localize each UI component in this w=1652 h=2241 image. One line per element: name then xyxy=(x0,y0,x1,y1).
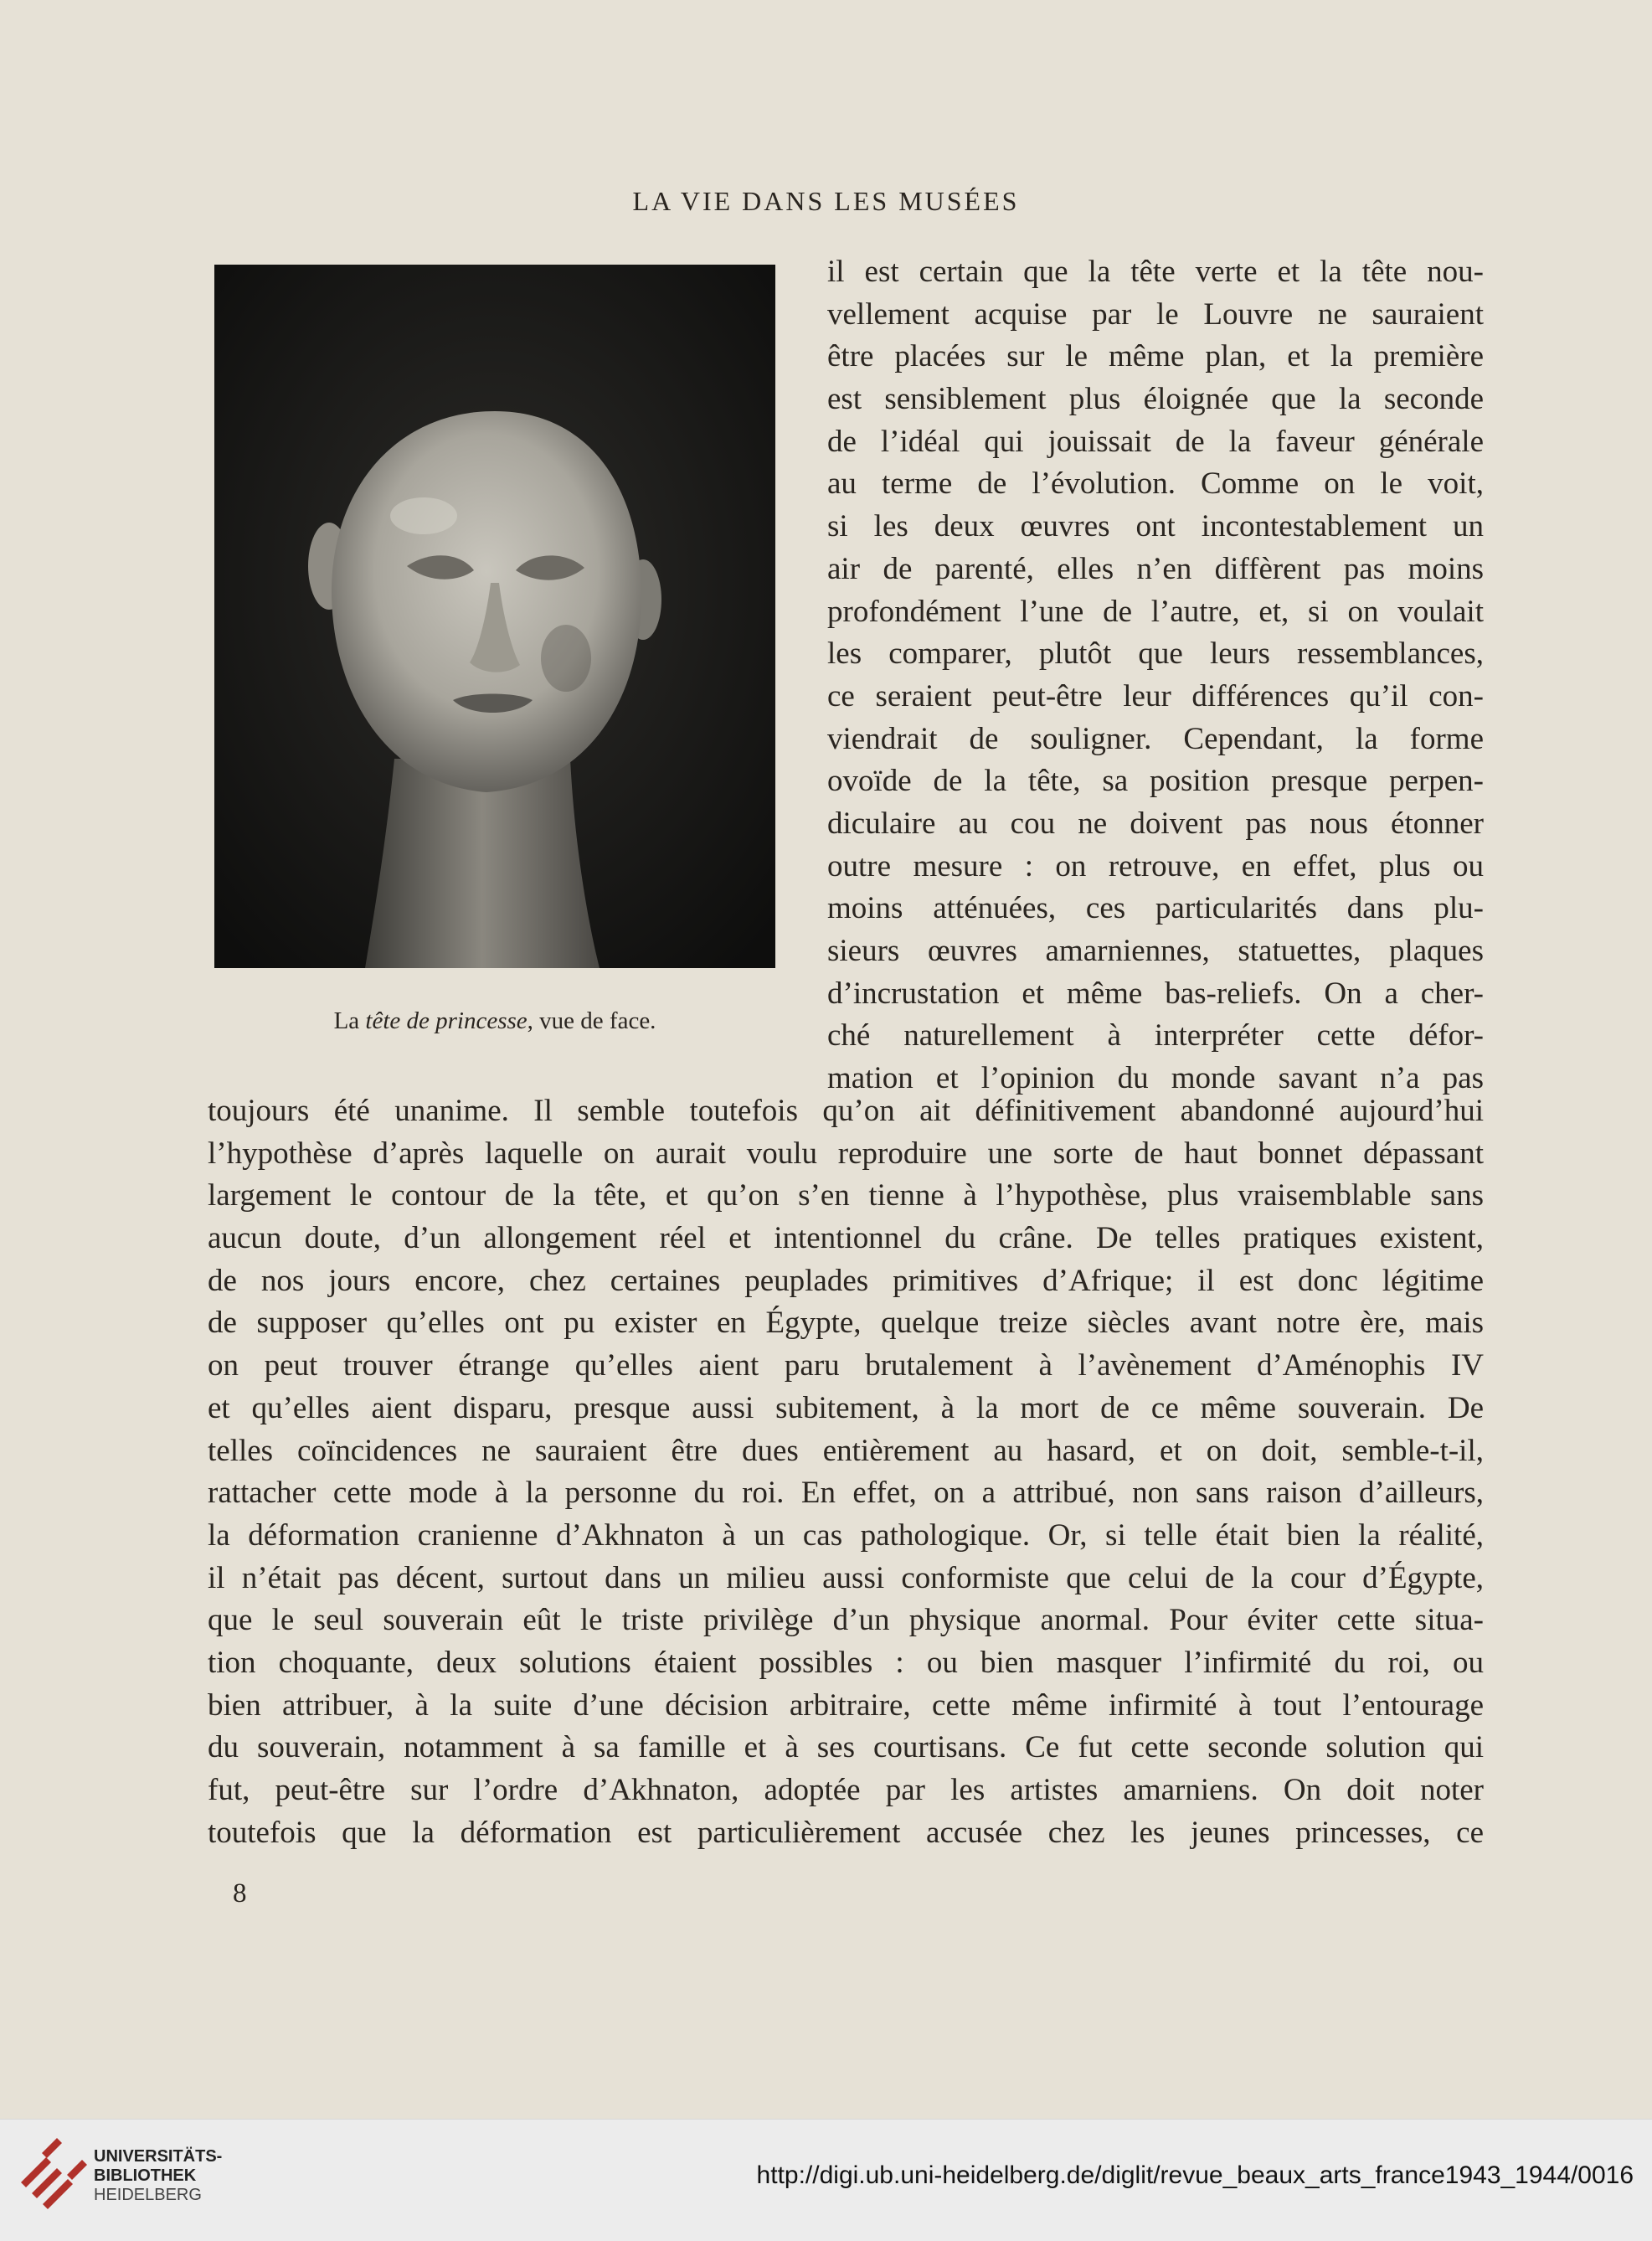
text-line: bien attribuer, à la suite d’une décision arbitraire, cette même infirmité à tout l’entourage xyxy=(208,1687,1484,1723)
text-line: on peut trouver étrange qu’elles aient paru brutalement à l’avènement d’Aménophis IV xyxy=(208,1348,1484,1383)
text-line: aucun doute, d’un allongement réel et intentionnel du crâne. De telles pratiques existent, xyxy=(208,1221,1484,1256)
text-line: de supposer qu’elles ont pu exister en Égypte, quelque treize siècles avant notre ère, mais xyxy=(208,1306,1484,1341)
text-line: de l’idéal qui jouissait de la faveur générale xyxy=(827,424,1484,459)
text-line: que le seul souverain eût le triste privilège d’un physique anormal. Pour éviter cette situa- xyxy=(208,1603,1484,1638)
library-name-line: UNIVERSITÄTS- xyxy=(94,2147,223,2166)
text-line: largement le contour de la tête, et qu’on s’en tienne à l’hypothèse, plus vraisemblable sans xyxy=(208,1178,1484,1213)
text-line: outre mesure : on retrouve, en effet, plus ou xyxy=(827,848,1484,884)
text-line: d’incrustation et même bas-reliefs. On a cher- xyxy=(827,976,1484,1011)
library-logo-icon xyxy=(17,2136,89,2212)
figure-caption xyxy=(214,1007,775,1035)
sculpture-photo-illustration xyxy=(214,265,775,968)
text-line: sieurs œuvres amarniennes, statuettes, plaques xyxy=(827,934,1484,968)
caption-prefix: La xyxy=(333,1007,366,1034)
text-line: il n’était pas décent, surtout dans un milieu aussi conformiste que celui de la cour d’Égypte, xyxy=(208,1560,1484,1595)
source-url-link[interactable]: http://digi.ub.uni-heidelberg.de/diglit/revue_beaux_arts_france1943_1944/0016 xyxy=(756,2161,1634,2189)
text-line: rattacher cette mode à la personne du roi. En effet, on a attribué, non sans raison d’ailleurs, xyxy=(208,1476,1484,1511)
text-line: mation et l’opinion du monde savant n’a pas xyxy=(827,1061,1484,1096)
text-line: est sensiblement plus éloignée que la seconde xyxy=(827,382,1484,417)
text-line: il est certain que la tête verte et la tête nou- xyxy=(827,255,1484,289)
text-line: moins atténuées, ces particularités dans plu- xyxy=(827,891,1484,926)
text-line: tion choquante, deux solutions étaient possibles : ou bien masquer l’infirmité du roi, ou xyxy=(208,1645,1484,1680)
caption-suffix: , vue de face. xyxy=(527,1007,656,1034)
running-head: LA VIE DANS LES MUSÉES xyxy=(632,186,1020,216)
text-line: la déformation cranienne d’Akhnaton à un cas pathologique. Or, si telle était bien la réalité, xyxy=(208,1517,1484,1553)
text-line: au terme de l’évolution. Comme on le voit, xyxy=(827,466,1484,502)
text-line: l’hypothèse d’après laquelle on aurait voulu reproduire une sorte de haut bonnet dépassant xyxy=(208,1136,1484,1171)
text-line: fut, peut-être sur l’ordre d’Akhnaton, adoptée par les artistes amarniens. On doit noter xyxy=(208,1773,1484,1807)
text-line: air de parenté, elles n’en diffèrent pas moins xyxy=(827,551,1484,586)
text-body-full-width xyxy=(208,1090,1484,1854)
page-number: 8 xyxy=(233,1878,247,1909)
text-line: de nos jours encore, chez certaines peuplades primitives d’Afrique; il est donc légitime xyxy=(208,1263,1484,1298)
library-name xyxy=(94,2147,222,2205)
text-line: diculaire au cou ne doivent pas nous étonner xyxy=(827,806,1484,841)
footer-bar xyxy=(0,2119,1652,2241)
text-line: telles coïncidences ne sauraient être dues entièrement au hasard, et on doit, semble-t-il, xyxy=(208,1433,1484,1468)
text-line: ovoïde de la tête, sa position presque perpen- xyxy=(827,764,1484,799)
caption-emphasis: tête de princesse xyxy=(365,1007,528,1034)
text-line: et qu’elles aient disparu, presque aussi subitement, à la mort de ce même souverain. De xyxy=(208,1390,1484,1425)
text-column-right xyxy=(827,251,1484,1100)
library-name-line: HEIDELBERG xyxy=(94,2186,202,2204)
text-line: si les deux œuvres ont incontestablement un xyxy=(827,509,1484,544)
text-line: ché naturellement à interpréter cette défor- xyxy=(827,1018,1484,1054)
text-line: ce seraient peut-être leur différences qu’il con- xyxy=(827,678,1484,714)
text-line: toutefois que la déformation est particulièrement accusée chez les jeunes princesses, ce xyxy=(208,1815,1484,1850)
text-line: profondément l’une de l’autre, et, si on voulait xyxy=(827,594,1484,629)
text-line: viendrait de souligner. Cependant, la forme xyxy=(827,721,1484,756)
library-name-line: BIBLIOTHEK xyxy=(94,2166,197,2185)
text-line: les comparer, plutôt que leurs ressemblances, xyxy=(827,636,1484,672)
photo-head-of-princess xyxy=(214,265,775,968)
text-line: être placées sur le même plan, et la première xyxy=(827,339,1484,374)
text-line: toujours été unanime. Il semble toutefois qu’on ait définitivement abandonné aujourd’hui xyxy=(208,1094,1484,1128)
text-line: du souverain, notamment à sa famille et à ses courtisans. Ce fut cette seconde solution qui xyxy=(208,1730,1484,1765)
text-line: vellement acquise par le Louvre ne sauraient xyxy=(827,296,1484,332)
